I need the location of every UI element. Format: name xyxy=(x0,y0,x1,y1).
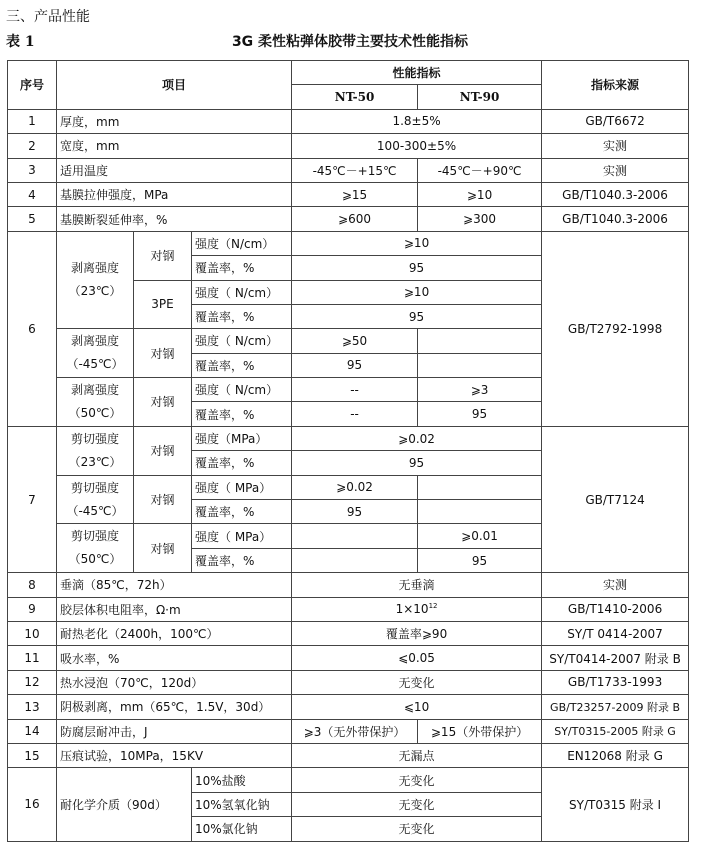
row-number: 6 xyxy=(8,231,57,426)
section-heading: 三、产品性能 xyxy=(6,9,90,25)
row-value xyxy=(292,597,542,621)
row-number: 5 xyxy=(8,207,57,231)
table-row xyxy=(8,768,689,792)
value-base: 1×10 xyxy=(395,602,429,617)
row-item: 热水浸泡（70℃，120d） xyxy=(57,670,292,694)
substrate-label: 对钢 xyxy=(134,475,192,524)
group-label: 剪切强度 xyxy=(70,529,119,544)
medium-label: 10%氯化钠 xyxy=(192,817,292,841)
row-nt50-value: ⩾600 xyxy=(292,207,418,231)
param-label: 覆盖率，% xyxy=(192,353,292,377)
nt90-value: ⩾0.01 xyxy=(418,524,542,548)
group-temp: （23℃） xyxy=(68,284,122,299)
nt50-value: ⩾0.02 xyxy=(292,475,418,499)
table-row xyxy=(8,719,689,743)
row-value: 无漏点 xyxy=(292,743,542,767)
substrate-label: 对钢 xyxy=(134,426,192,475)
table-row xyxy=(8,573,689,597)
table-row xyxy=(8,426,689,450)
table-label: 表 1 xyxy=(6,34,35,50)
param-label: 强度（ MPa） xyxy=(192,475,292,499)
row-item: 耐热老化（2400h，100℃） xyxy=(57,621,292,645)
param-value: ⩾10 xyxy=(292,231,542,255)
param-label: 覆盖率，% xyxy=(192,500,292,524)
group-label: 剥离强度 xyxy=(70,382,119,397)
table-row xyxy=(8,597,689,621)
row-nt50-value: ⩾3（无外带保护） xyxy=(292,719,418,743)
row-number: 8 xyxy=(8,573,57,597)
group-label: 剥离强度 xyxy=(70,334,119,349)
nt50-value-empty xyxy=(292,524,418,548)
table-row xyxy=(8,207,689,231)
param-label: 强度（ N/cm） xyxy=(192,378,292,402)
group-temp: （50℃） xyxy=(68,405,122,420)
header-nt90: NT-90 xyxy=(418,85,542,109)
row-source: SY/T0414-2007 附录 B xyxy=(542,646,689,670)
nt90-value: 95 xyxy=(418,548,542,572)
row-item: 耐化学介质（90d） xyxy=(57,768,192,841)
row-source: GB/T6672 xyxy=(542,109,689,133)
row-item: 胶层体积电阻率，Ω·m xyxy=(57,597,292,621)
medium-label: 10%氢氧化钠 xyxy=(192,792,292,816)
group-temp: （50℃） xyxy=(68,552,122,567)
substrate-label: 对钢 xyxy=(134,378,192,427)
header-no: 序号 xyxy=(8,61,57,110)
row-source: 实测 xyxy=(542,158,689,182)
nt50-value: -- xyxy=(292,378,418,402)
row-item: 厚度，mm xyxy=(57,109,292,133)
row-item: 防腐层耐冲击，J xyxy=(57,719,292,743)
param-value: ⩾0.02 xyxy=(292,426,542,450)
medium-label: 10%盐酸 xyxy=(192,768,292,792)
row-source: GB/T7124 xyxy=(542,426,689,572)
medium-value: 无变化 xyxy=(292,817,542,841)
row-item: 宽度，mm xyxy=(57,134,292,158)
row-value: 覆盖率⩾90 xyxy=(292,621,542,645)
header-row xyxy=(8,61,689,85)
row-number: 9 xyxy=(8,597,57,621)
row-source: SY/T0315 附录 I xyxy=(542,768,689,841)
row-number: 1 xyxy=(8,109,57,133)
nt50-value: 95 xyxy=(292,500,418,524)
row-value: ⩽10 xyxy=(292,695,542,719)
row-value: 100-300±5% xyxy=(292,134,542,158)
param-label: 强度（N/cm） xyxy=(192,231,292,255)
row-source: SY/T 0414-2007 xyxy=(542,621,689,645)
row-number: 10 xyxy=(8,621,57,645)
row-item: 压痕试验，10MPa，15KV xyxy=(57,743,292,767)
param-label: 覆盖率，% xyxy=(192,402,292,426)
row-source: GB/T23257-2009 附录 B xyxy=(542,695,689,719)
row-item: 基膜拉伸强度，MPa xyxy=(57,182,292,206)
nt90-value: 95 xyxy=(418,402,542,426)
performance-table xyxy=(7,60,689,842)
shear-group-23c xyxy=(57,426,134,475)
medium-value: 无变化 xyxy=(292,768,542,792)
row-nt90-value: ⩾10 xyxy=(418,182,542,206)
row-number: 15 xyxy=(8,743,57,767)
row-number: 14 xyxy=(8,719,57,743)
row-value: ⩽0.05 xyxy=(292,646,542,670)
substrate-label: 对钢 xyxy=(134,329,192,378)
row-source: 实测 xyxy=(542,573,689,597)
row-value: 无变化 xyxy=(292,670,542,694)
group-temp: （-45℃） xyxy=(66,503,124,518)
row-item: 适用温度 xyxy=(57,158,292,182)
medium-value: 无变化 xyxy=(292,792,542,816)
group-label: 剪切强度 xyxy=(70,480,119,495)
row-item: 吸水率，% xyxy=(57,646,292,670)
row-nt50-value: -45℃－+15℃ xyxy=(292,158,418,182)
nt90-value-empty xyxy=(418,500,542,524)
row-source: GB/T2792-1998 xyxy=(542,231,689,426)
row-number: 7 xyxy=(8,426,57,572)
param-label: 强度（ N/cm） xyxy=(192,280,292,304)
nt50-value: ⩾50 xyxy=(292,329,418,353)
table-row xyxy=(8,158,689,182)
table-row xyxy=(8,231,689,255)
header-nt50: NT-50 xyxy=(292,85,418,109)
row-item: 基膜断裂延伸率，% xyxy=(57,207,292,231)
row-source: GB/T1040.3-2006 xyxy=(542,207,689,231)
peel-group-minus45c xyxy=(57,329,134,378)
group-label: 剪切强度 xyxy=(70,431,119,446)
substrate-label: 对钢 xyxy=(134,231,192,280)
group-temp: （-45℃） xyxy=(66,357,124,372)
param-label: 覆盖率，% xyxy=(192,256,292,280)
row-nt90-value: ⩾15（外带保护） xyxy=(418,719,542,743)
row-source: 实测 xyxy=(542,134,689,158)
peel-group-50c xyxy=(57,378,134,427)
row-source: GB/T1040.3-2006 xyxy=(542,182,689,206)
row-item: 垂滴（85℃，72h） xyxy=(57,573,292,597)
row-nt90-value: ⩾300 xyxy=(418,207,542,231)
nt90-value-empty xyxy=(418,353,542,377)
table-row xyxy=(8,134,689,158)
row-source: EN12068 附录 G xyxy=(542,743,689,767)
substrate-label: 3PE xyxy=(134,280,192,329)
row-source: GB/T1733-1993 xyxy=(542,670,689,694)
header-item: 项目 xyxy=(57,61,292,110)
nt50-value: -- xyxy=(292,402,418,426)
param-value: 95 xyxy=(292,304,542,328)
row-value: 无垂滴 xyxy=(292,573,542,597)
nt50-value: 95 xyxy=(292,353,418,377)
row-number: 13 xyxy=(8,695,57,719)
row-number: 2 xyxy=(8,134,57,158)
nt90-value: ⩾3 xyxy=(418,378,542,402)
table-title: 3G 柔性粘弹体胶带主要技术性能指标 xyxy=(231,34,469,50)
row-nt50-value: ⩾15 xyxy=(292,182,418,206)
param-label: 强度（ N/cm） xyxy=(192,329,292,353)
row-source: GB/T1410-2006 xyxy=(542,597,689,621)
nt90-value-empty xyxy=(418,475,542,499)
shear-group-50c xyxy=(57,524,134,573)
param-label: 覆盖率，% xyxy=(192,304,292,328)
table-row xyxy=(8,109,689,133)
header-performance: 性能指标 xyxy=(292,61,542,85)
row-number: 4 xyxy=(8,182,57,206)
substrate-label: 对钢 xyxy=(134,524,192,573)
row-item: 阴极剥离，mm（65℃，1.5V，30d） xyxy=(57,695,292,719)
row-number: 3 xyxy=(8,158,57,182)
param-label: 覆盖率，% xyxy=(192,548,292,572)
table-row xyxy=(8,670,689,694)
param-value: 95 xyxy=(292,451,542,475)
shear-group-minus45c xyxy=(57,475,134,524)
param-label: 强度（ MPa） xyxy=(192,524,292,548)
row-nt90-value: -45℃－+90℃ xyxy=(418,158,542,182)
value-exponent: 12 xyxy=(428,602,438,611)
param-label: 强度（MPa） xyxy=(192,426,292,450)
row-source: SY/T0315-2005 附录 G xyxy=(542,719,689,743)
group-temp: （23℃） xyxy=(68,454,122,469)
table-row xyxy=(8,646,689,670)
peel-group-23c xyxy=(57,231,134,329)
header-source: 指标来源 xyxy=(542,61,689,110)
row-number: 16 xyxy=(8,768,57,841)
table-row xyxy=(8,182,689,206)
group-label: 剥离强度 xyxy=(70,261,119,276)
nt50-value-empty xyxy=(292,548,418,572)
row-value: 1.8±5% xyxy=(292,109,542,133)
param-label: 覆盖率，% xyxy=(192,451,292,475)
param-value: 95 xyxy=(292,256,542,280)
table-row xyxy=(8,695,689,719)
row-number: 11 xyxy=(8,646,57,670)
param-value: ⩾10 xyxy=(292,280,542,304)
nt90-value-empty xyxy=(418,329,542,353)
table-row xyxy=(8,621,689,645)
row-number: 12 xyxy=(8,670,57,694)
table-row xyxy=(8,743,689,767)
